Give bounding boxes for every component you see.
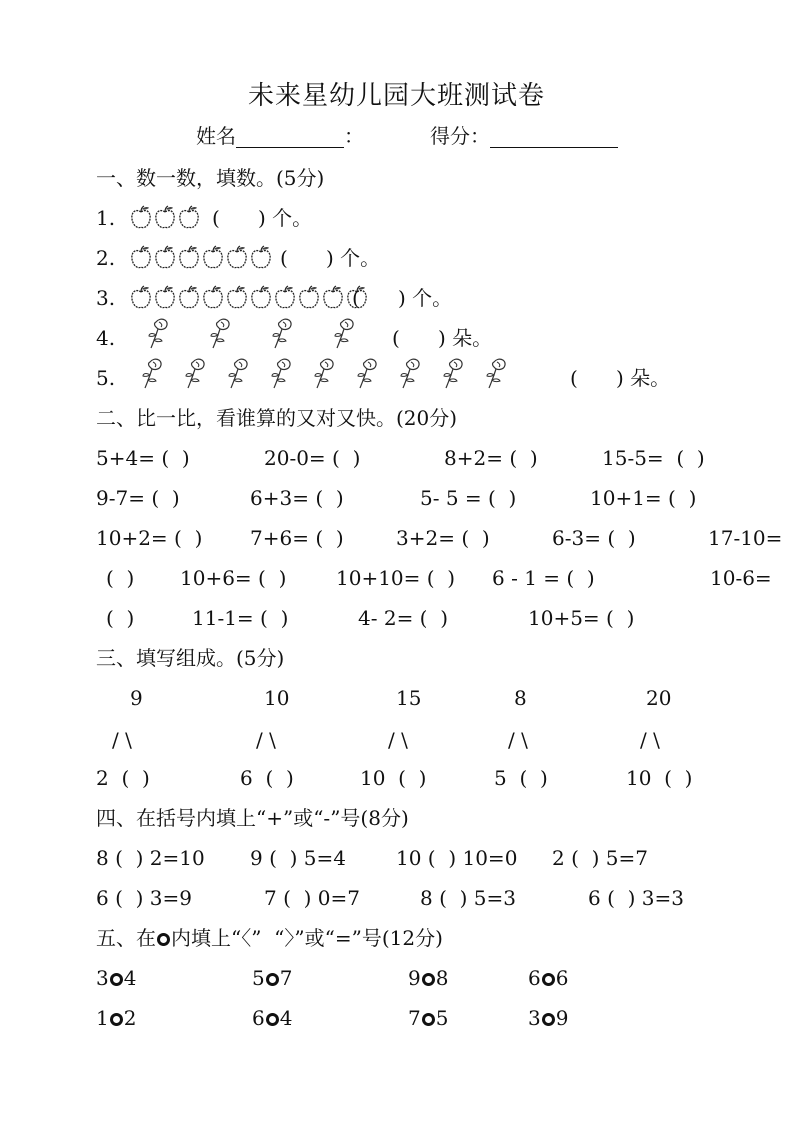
compare-right: 8 xyxy=(435,966,449,990)
compose-branch: / \ xyxy=(508,728,528,752)
apple-icon xyxy=(154,244,176,270)
apple-icon xyxy=(202,244,224,270)
equation[interactable]: 5+4= ( ) xyxy=(96,446,190,470)
compare-left: 6 xyxy=(252,1006,265,1030)
section2-heading: 二、比一比，看谁算的又对又快。(20分) xyxy=(96,406,458,430)
sign-equation[interactable]: 9 ( ) 5=4 xyxy=(250,846,346,870)
name-blank[interactable] xyxy=(236,127,344,148)
circle-blank-icon[interactable] xyxy=(266,973,279,986)
equation[interactable]: 7+6= ( ) xyxy=(250,526,344,550)
score-label: 得分： xyxy=(430,124,490,148)
compare-right: 4 xyxy=(279,1006,293,1030)
compare-right: 6 xyxy=(555,966,569,990)
apple-icon xyxy=(154,284,176,310)
apple-icon xyxy=(202,284,224,310)
rose-icon xyxy=(332,316,358,350)
flower-group-5 xyxy=(140,356,510,390)
compose-top: 9 xyxy=(130,686,143,710)
page-title: 未来星幼儿园大班测试卷 xyxy=(248,81,546,111)
equation[interactable]: 20-0= ( ) xyxy=(264,446,361,470)
apple-icon xyxy=(178,204,200,230)
circle-blank-icon[interactable] xyxy=(542,973,555,986)
equation[interactable]: 5- 5 = ( ) xyxy=(420,486,517,510)
compose-bottom[interactable]: 2 ( ) xyxy=(96,766,150,790)
name-row xyxy=(196,124,364,148)
equation[interactable]: 10+10= ( ) xyxy=(336,566,456,590)
section5-heading-pre: 五、在 xyxy=(96,926,156,950)
score-row xyxy=(430,124,618,148)
compare-left: 1 xyxy=(96,1006,109,1030)
equation[interactable]: ( ) xyxy=(106,566,135,590)
compare-left: 7 xyxy=(408,1006,421,1030)
apple-icon xyxy=(274,284,296,310)
compose-top: 15 xyxy=(396,686,422,710)
apple-icon xyxy=(226,244,248,270)
compose-top: 10 xyxy=(264,686,290,710)
sign-equation[interactable]: 7 ( ) 0=7 xyxy=(264,886,360,910)
circle-blank-icon[interactable] xyxy=(422,1013,435,1026)
sign-equation[interactable]: 6 ( ) 3=3 xyxy=(588,886,684,910)
compose-top: 8 xyxy=(514,686,527,710)
rose-icon xyxy=(441,356,467,390)
equation[interactable]: 4- 2= ( ) xyxy=(358,606,448,630)
sign-equation[interactable]: 2 ( ) 5=7 xyxy=(552,846,648,870)
compare-item xyxy=(528,1006,568,1030)
s1-item-num: 3. xyxy=(96,286,116,310)
compose-top: 20 xyxy=(646,686,672,710)
equation[interactable]: ( ) xyxy=(106,606,135,630)
compose-branch: / \ xyxy=(112,728,132,752)
compare-left: 9 xyxy=(408,966,421,990)
rose-icon xyxy=(312,356,338,390)
name-label: 姓名 xyxy=(196,124,236,148)
s1-answer-5[interactable]: ( ) 朵。 xyxy=(570,366,671,390)
equation[interactable]: 8+2= ( ) xyxy=(444,446,538,470)
circle-blank-icon[interactable] xyxy=(266,1013,279,1026)
equation[interactable]: 15-5= ( ) xyxy=(602,446,705,470)
rose-icon xyxy=(355,356,381,390)
rose-icon xyxy=(484,356,510,390)
score-blank[interactable] xyxy=(490,127,618,148)
section4-heading: 四、在括号内填上“+”或“-”号(8分) xyxy=(96,806,409,830)
s1-item-num: 4. xyxy=(96,326,116,350)
equation[interactable]: 10-6= xyxy=(710,566,772,590)
rose-icon xyxy=(226,356,252,390)
circle-icon xyxy=(157,933,170,946)
apple-icon xyxy=(226,284,248,310)
section1-heading: 一、数一数，填数。(5分) xyxy=(96,166,325,190)
compose-bottom[interactable]: 6 ( ) xyxy=(240,766,294,790)
name-colon: ： xyxy=(344,124,364,148)
apple-icon xyxy=(250,244,272,270)
circle-blank-icon[interactable] xyxy=(110,1013,123,1026)
equation[interactable]: 6+3= ( ) xyxy=(250,486,344,510)
apple-icon xyxy=(130,244,152,270)
compare-item xyxy=(96,966,136,990)
compare-item xyxy=(252,1006,292,1030)
apple-icon xyxy=(178,284,200,310)
rose-icon xyxy=(146,316,172,350)
sign-equation[interactable]: 8 ( ) 5=3 xyxy=(420,886,516,910)
compare-right: 9 xyxy=(555,1006,569,1030)
compare-right: 5 xyxy=(435,1006,449,1030)
apple-icon xyxy=(178,244,200,270)
rose-icon xyxy=(270,316,296,350)
compose-branch: / \ xyxy=(640,728,660,752)
section3-heading: 三、填写组成。(5分) xyxy=(96,646,285,670)
compose-bottom[interactable]: 10 ( ) xyxy=(626,766,693,790)
s1-answer-3[interactable]: ( ) 个。 xyxy=(352,286,453,310)
apple-icon xyxy=(130,284,152,310)
sign-equation[interactable]: 8 ( ) 2=10 xyxy=(96,846,205,870)
compare-right: 7 xyxy=(279,966,293,990)
circle-blank-icon[interactable] xyxy=(542,1013,555,1026)
apple-icon xyxy=(130,204,152,230)
equation[interactable]: 10+5= ( ) xyxy=(528,606,635,630)
compare-left: 6 xyxy=(528,966,541,990)
equation[interactable]: 6 - 1 = ( ) xyxy=(492,566,595,590)
compare-left: 5 xyxy=(252,966,265,990)
compare-right: 2 xyxy=(123,1006,137,1030)
circle-blank-icon[interactable] xyxy=(110,973,123,986)
compare-left: 3 xyxy=(528,1006,541,1030)
section5-heading-post: 内填上“〈” “〉”或“=”号(12分) xyxy=(171,926,443,950)
sign-equation[interactable]: 10 ( ) 10=0 xyxy=(396,846,518,870)
equation[interactable]: 10+2= ( ) xyxy=(96,526,203,550)
equation[interactable]: 9-7= ( ) xyxy=(96,486,180,510)
compare-right: 4 xyxy=(123,966,137,990)
s1-item-num: 2. xyxy=(96,246,116,270)
apple-icon xyxy=(322,284,344,310)
compare-left: 3 xyxy=(96,966,109,990)
apple-icon xyxy=(154,204,176,230)
compare-item xyxy=(408,966,448,990)
flower-group-4 xyxy=(146,316,358,350)
equation[interactable]: 3+2= ( ) xyxy=(396,526,490,550)
compare-item xyxy=(528,966,568,990)
apple-group-1 xyxy=(130,204,200,230)
compose-bottom[interactable]: 10 ( ) xyxy=(360,766,427,790)
rose-icon xyxy=(140,356,166,390)
s1-answer-1[interactable]: ( ) 个。 xyxy=(212,206,313,230)
sign-equation[interactable]: 6 ( ) 3=9 xyxy=(96,886,192,910)
apple-icon xyxy=(250,284,272,310)
equation[interactable]: 11-1= ( ) xyxy=(192,606,289,630)
rose-icon xyxy=(269,356,295,390)
apple-icon xyxy=(298,284,320,310)
equation[interactable]: 10+6= ( ) xyxy=(180,566,287,590)
rose-icon xyxy=(208,316,234,350)
s1-answer-2[interactable]: ( ) 个。 xyxy=(280,246,381,270)
rose-icon xyxy=(398,356,424,390)
s1-answer-4[interactable]: ( ) 朵。 xyxy=(392,326,493,350)
compare-item xyxy=(408,1006,448,1030)
section5-heading xyxy=(96,926,443,950)
equation[interactable]: 6-3= ( ) xyxy=(552,526,636,550)
equation[interactable]: 10+1= ( ) xyxy=(590,486,697,510)
s1-item-num: 1. xyxy=(96,206,116,230)
rose-icon xyxy=(183,356,209,390)
circle-blank-icon[interactable] xyxy=(422,973,435,986)
apple-group-3 xyxy=(130,284,368,310)
compose-branch: / \ xyxy=(388,728,408,752)
compare-item xyxy=(96,1006,136,1030)
compose-branch: / \ xyxy=(256,728,276,752)
apple-group-2 xyxy=(130,244,272,270)
compose-bottom[interactable]: 5 ( ) xyxy=(494,766,548,790)
equation[interactable]: 17-10= xyxy=(708,526,783,550)
s1-item-num: 5. xyxy=(96,366,116,390)
compare-item xyxy=(252,966,292,990)
